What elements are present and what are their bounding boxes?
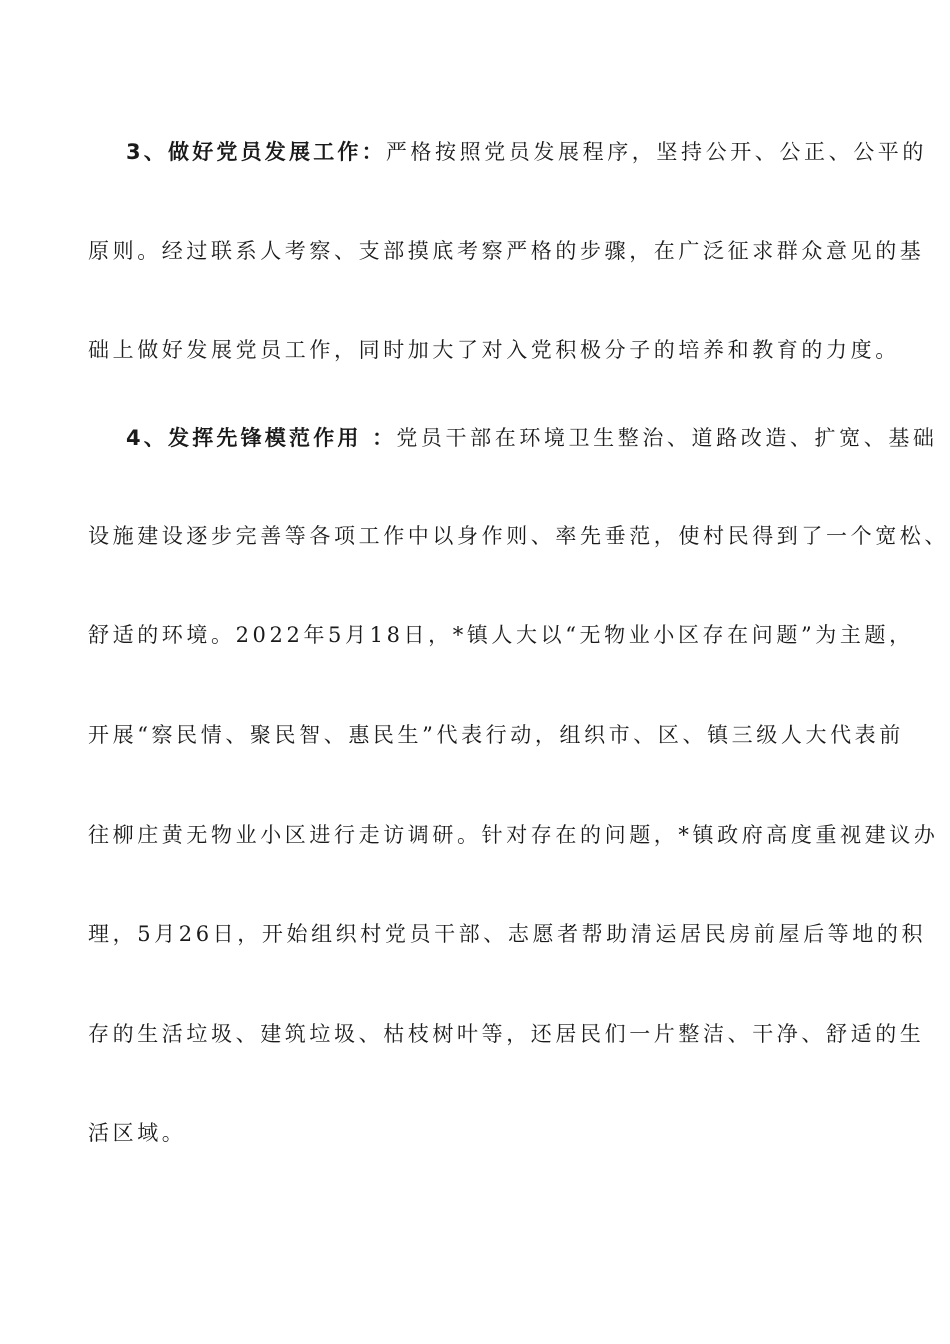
paragraph-4-line-4: 开展“察民情、聚民智、惠民生”代表行动，组织市、区、镇三级人大代表前 <box>88 723 904 747</box>
paragraph-4-line-6: 理，5月26日，开始组织村党员干部、志愿者帮助清运居民房前屋后等地的积 <box>88 922 927 946</box>
paragraph-4-line-1 <box>126 423 938 453</box>
paragraph-4-heading: 4、发挥先锋模范作用 ： <box>126 426 397 450</box>
paragraph-3-text: 严格按照党员发展程序，坚持公开、公正、公平的 <box>385 140 928 164</box>
paragraph-4-line-7: 存的生活垃圾、建筑垃圾、枯枝树叶等，还居民们一片整洁、干净、舒适的生 <box>88 1022 925 1046</box>
paragraph-3-heading: 3、做好党员发展工作： <box>126 140 386 164</box>
paragraph-3-line-2: 原则。经过联系人考察、支部摸底考察严格的步骤，在广泛征求群众意见的基 <box>88 239 925 263</box>
paragraph-4-line-3: 舒适的环境。2022年5月18日，*镇人大以“无物业小区存在问题”为主题， <box>88 623 914 647</box>
paragraph-3-line-1 <box>126 137 926 167</box>
paragraph-4-line-8: 活区域。 <box>88 1121 187 1145</box>
paragraph-3-line-3: 础上做好发展党员工作，同时加大了对入党积极分子的培养和教育的力度。 <box>88 338 900 362</box>
paragraph-4-line-5: 往柳庄黄无物业小区进行走访调研。针对存在的问题，*镇政府高度重视建议办 <box>88 823 939 847</box>
paragraph-4-line-2: 设施建设逐步完善等各项工作中以身作则、率先垂范，使村民得到了一个宽松、 <box>88 524 949 548</box>
paragraph-4-text: 党员干部在环境卫生整治、道路改造、扩宽、基础 <box>396 426 938 450</box>
